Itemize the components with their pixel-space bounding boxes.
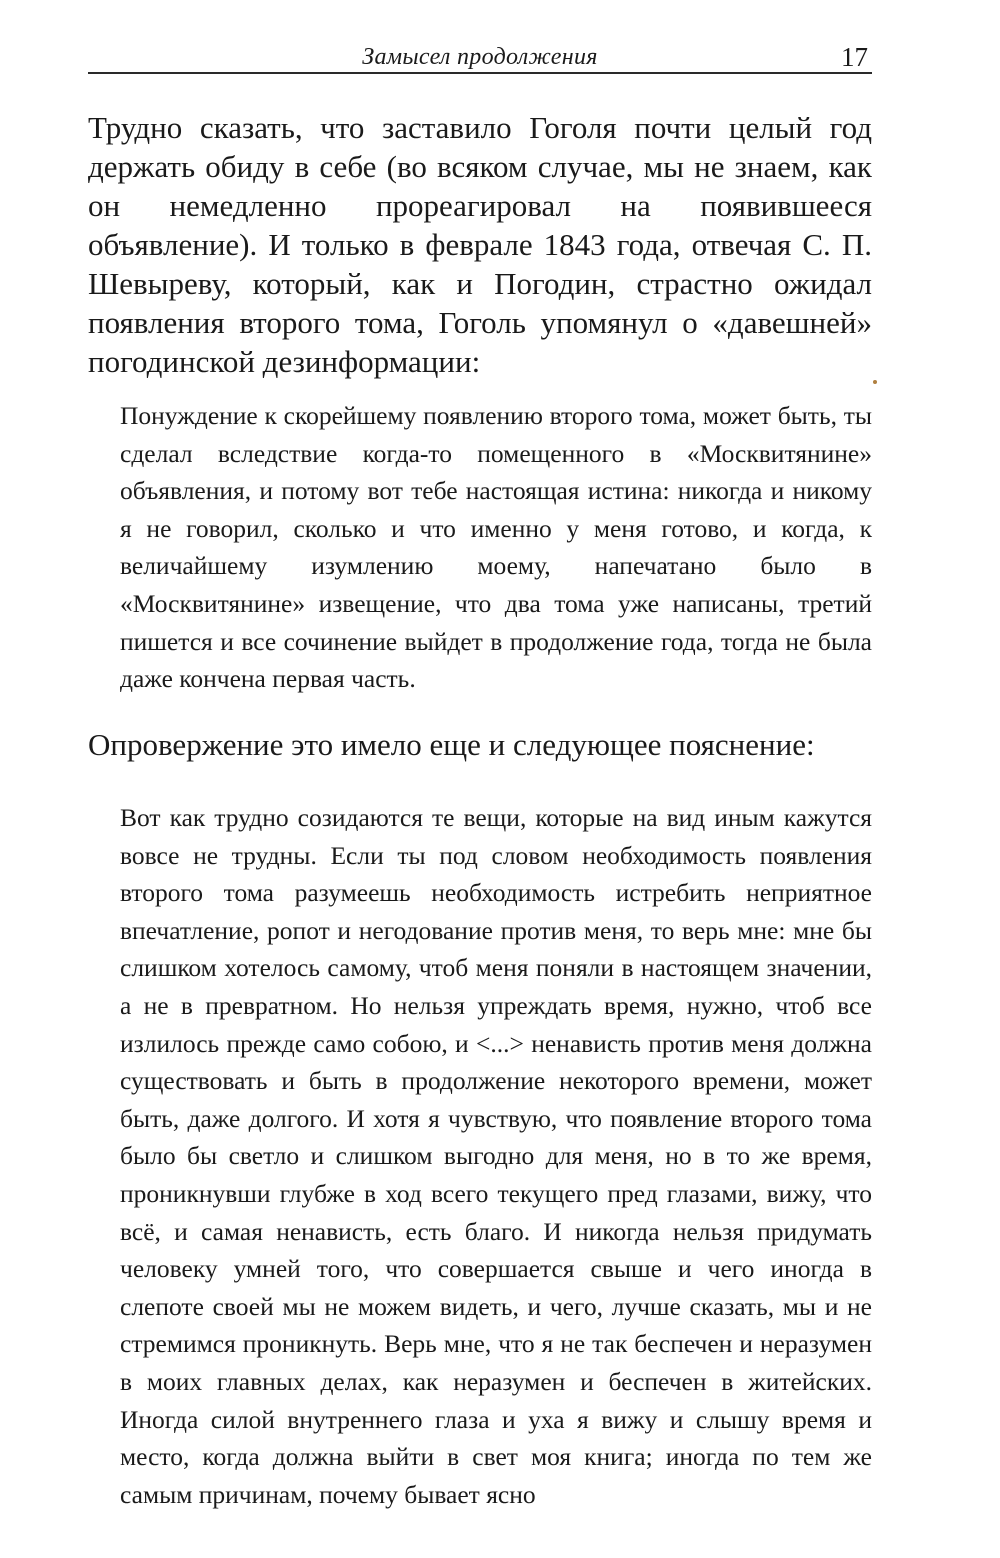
running-head bbox=[88, 40, 872, 74]
body-paragraph-1: Трудно сказать, что заставило Гоголя почти целый год держать обиду в себе (во всяком случае, мы не знаем, как он немедленно прореагировал на появившееся объявление). И только в феврале 1843 года, отвечая С. П. Шевыреву, который, как и Погодин, страстно ожидал появления второго тома, Гоголь упомянул о «давешней» погодинской дезинформации: bbox=[88, 110, 872, 379]
block-quote-2: Вот как трудно созидаются те вещи, которые на вид иным кажутся вовсе не трудны. Если ты под словом необходимость появления второго тома разумеешь необходимость истребить неприятное впечатление, ропот и негодование против меня, то верь мне: мне бы слишком хотелось самому, чтоб меня поняли в настоящем значении, а не в превратном. Но нельзя упреждать время, нужно, чтоб все излилось прежде само собою, и <...> ненависть против меня должна существовать и быть в продолжение некоторого времени, может быть, даже долгого. И хотя я чувствую, что появление второго тома было бы светло и слишком выгодно для меня, но в то же время, проникнувши глубже в ход всего текущего пред глазами, вижу, что всё, и самая ненависть, есть благо. И никогда нельзя придумать человеку умней того, что совершается свыше и чего иногда в слепоте своей мы не можем видеть, и чего, лучше сказать, мы и не стремимся проникнуть. Верь мне, что я не так беспечен и неразумен в моих главных делах, как неразумен и беспечен в житейских. Иногда силой внутреннего глаза и уха я вижу и слышу время и место, когда должна выйти в свет моя книга; иногда по тем же самым причинам, почему бывает ясно bbox=[120, 803, 872, 1509]
body-paragraph-2: Опровержение это имело еще и следующее пояснение: bbox=[88, 727, 815, 762]
running-title: Замысел продолжения bbox=[362, 44, 598, 70]
block-quote-1: Понуждение к скорейшему появлению второго тома, может быть, ты сделал вследствие когда-то помещенного в «Москвитянине» объявления, и потому вот тебе настоящая истина: никогда и никому я не говорил, сколько и что именно у меня готово, и когда, к величайшему изумлению моему, напечатано было в «Москвитянине» извещение, что два тома уже написаны, третий пишется и все сочинение выйдет в продолжение года, тогда не была даже кончена первая часть. bbox=[120, 401, 872, 694]
print-speck bbox=[873, 380, 877, 384]
page-number: 17 bbox=[841, 42, 868, 72]
